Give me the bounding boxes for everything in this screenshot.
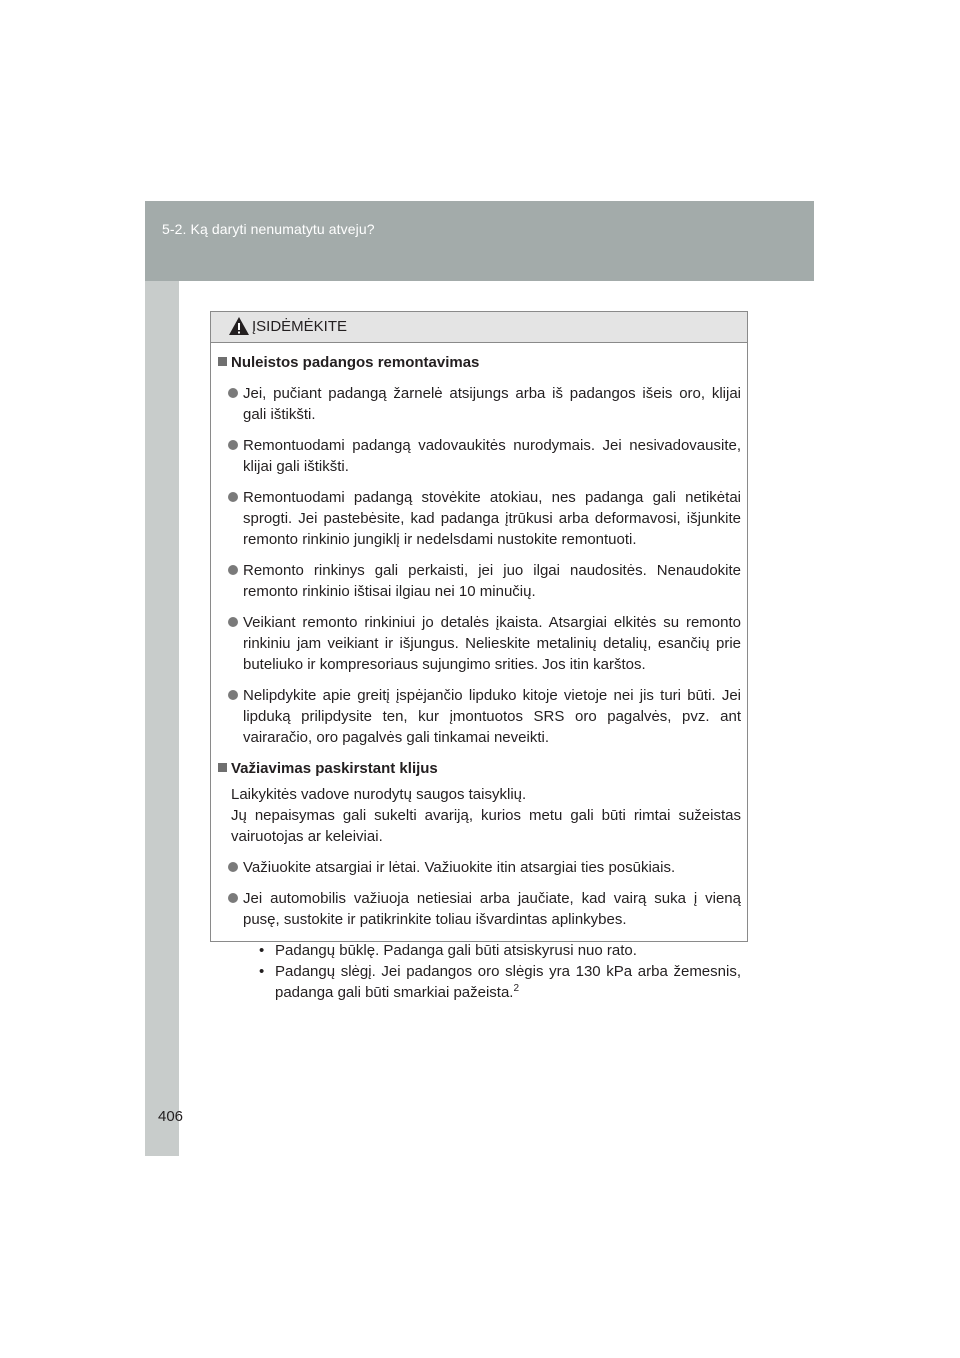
sub-list <box>217 940 741 1003</box>
sub-list-item <box>259 961 741 1003</box>
sub-list-item-text: Padangų būklę. Padanga gali būti atsiskyrusi nuo rato. <box>275 942 637 959</box>
list-item <box>217 857 741 878</box>
list-item-text: Jei, pučiant padangą žarnelė atsijungs arba iš padangos išeis oro, klijai gali ištikšti. <box>243 385 741 423</box>
sub-list-item-text: Padangų slėgį. Jei padangos oro slėgis yra 130 kPa arba žemesnis, padanga gali būti smarkiai pažeista. <box>275 963 741 1001</box>
warning-header <box>211 312 747 343</box>
circle-bullet-icon <box>228 388 238 398</box>
list-item-text: Veikiant remonto rinkiniui jo detalės įkaista. Atsargiai elkitės su remonto rinkiniu jam veikiant ir išjungus. Nelieskite metalinių detalių, esančių prie buteliuko ir kompresoriaus sujungimo srities. Jos itin karštos. <box>243 614 741 673</box>
circle-bullet-icon <box>228 617 238 627</box>
list-item-text: Nelipdykite apie greitį įspėjančio lipduko kitoje vietoje nei jis turi būti. Jei lipduką prilipdysite ten, kur įmontuotos SRS oro pagalvės, pvz. ant vairaračio, oro pagalvės gali tinkamai neveikti. <box>243 687 741 746</box>
warning-triangle-icon <box>228 316 250 336</box>
dot-bullet-icon: • <box>259 942 265 959</box>
list-item <box>217 487 741 550</box>
list-item <box>217 612 741 675</box>
list-item-text: Remontuodami padangą vadovaukitės nurodymais. Jei nesivadovausite, klijai gali ištikšti. <box>243 437 741 475</box>
section-heading <box>217 758 741 779</box>
list-item-text: Remontuodami padangą stovėkite atokiau, nes padanga gali netikėtai sprogti. Jei pastebėsite, kad padanga įtrūkusi arba deformavosi, išjunkite remonto rinkinio jungiklį ir nedelsdami nustokite remontuoti. <box>243 489 741 548</box>
circle-bullet-icon <box>228 492 238 502</box>
square-bullet-icon <box>218 763 227 772</box>
dot-bullet-icon: • <box>259 963 265 980</box>
warning-body <box>211 343 747 1003</box>
warning-box <box>210 311 748 1001</box>
sub-list-item <box>259 940 741 961</box>
circle-bullet-icon <box>228 893 238 903</box>
list-item-text: Jei automobilis važiuoja netiesiai arba jaučiate, kad vairą suka į vieną pusę, sustokite ir patikrinkite toliau išvardintas aplinkybes. <box>243 890 741 928</box>
list-item <box>217 560 741 602</box>
list-item <box>217 888 741 930</box>
warning-label: ĮSIDĖMĖKITE <box>252 318 348 335</box>
list-item <box>217 435 741 477</box>
circle-bullet-icon <box>228 565 238 575</box>
section-heading <box>217 352 741 373</box>
list-item-text: Važiuokite atsargiai ir lėtai. Važiuokite itin atsargiai ties posūkiais. <box>243 859 676 876</box>
footnote-mark: 2 <box>513 983 520 994</box>
circle-bullet-icon <box>228 690 238 700</box>
list-item <box>217 383 741 425</box>
paragraph: Laikykitės vadove nurodytų saugos taisyklių. <box>231 786 527 803</box>
square-bullet-icon <box>218 357 227 366</box>
list-item <box>217 685 741 748</box>
section-title: Važiavimas paskirstant klijus <box>231 760 438 777</box>
side-strip <box>145 201 179 1156</box>
circle-bullet-icon <box>228 440 238 450</box>
section-header-title: 5-2. Ką daryti nenumatytu atveju? <box>162 221 375 237</box>
list-item-text: Remonto rinkinys gali perkaisti, jei juo ilgai naudositės. Nenaudokite remonto rinkinio ištisai ilgiau nei 10 minučių. <box>243 562 741 600</box>
circle-bullet-icon <box>228 862 238 872</box>
paragraph: Jų nepaisymas gali sukelti avariją, kurios metu gali būti rimtai sužeistas vairuotojas ar keleiviai. <box>231 807 741 845</box>
section-title: Nuleistos padangos remontavimas <box>231 354 480 371</box>
page-number: 406 <box>158 1108 184 1125</box>
header-band <box>145 201 814 281</box>
